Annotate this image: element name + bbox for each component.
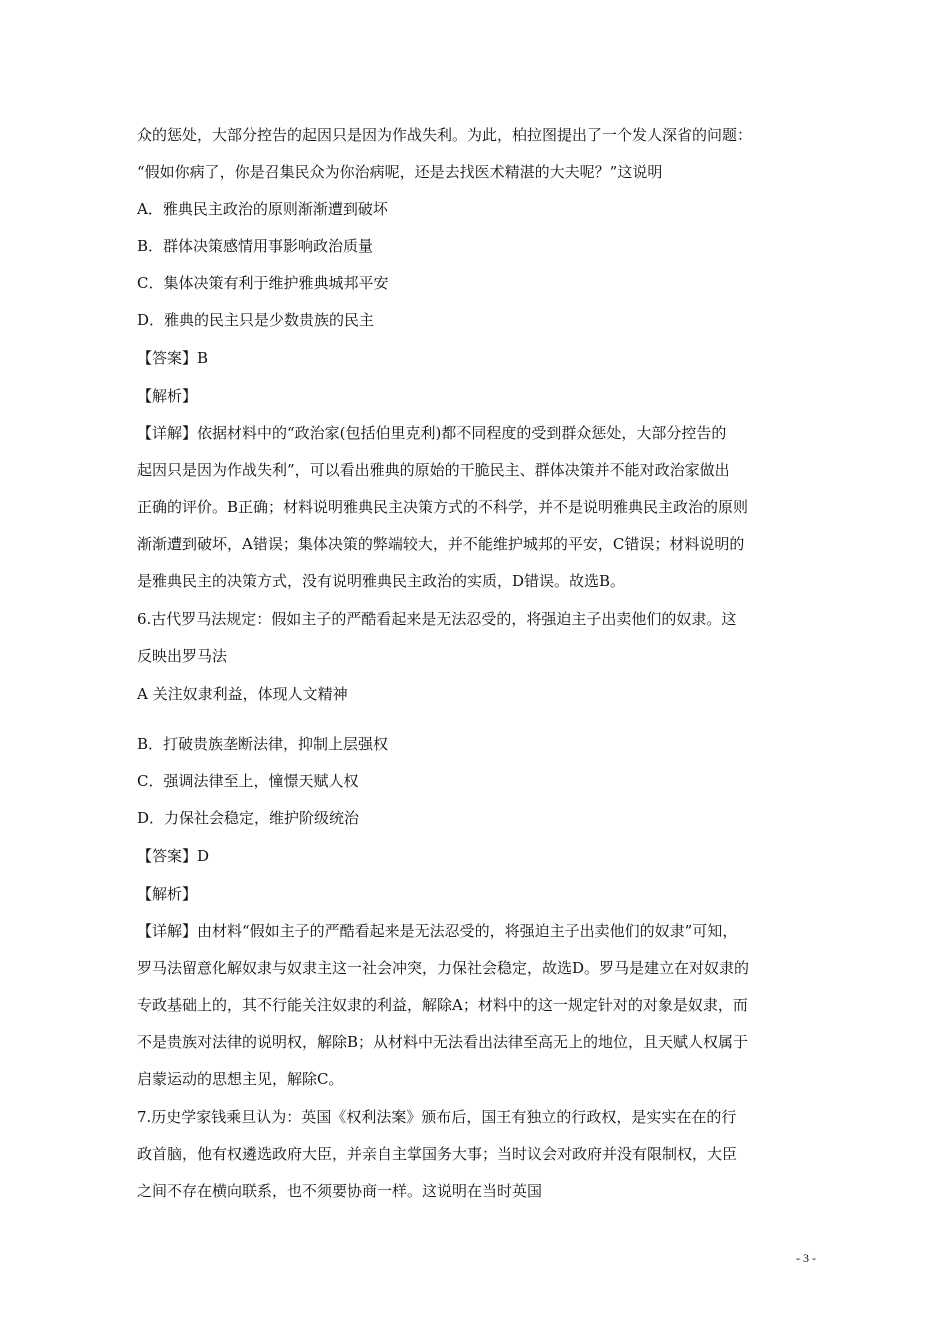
q5-stem-line: 众的惩处，大部分控告的起因只是因为作战失利。为此，柏拉图提出了一个发人深省的问题： [137, 126, 753, 144]
q6-stem-line: 6.古代罗马法规定：假如主子的严酷看起来是无法忍受的，将强迫主子出卖他们的奴隶。这 [137, 610, 737, 628]
q5-detail-line: 是雅典民主的决策方式，没有说明雅典民主政治的实质，D错误。故选B。 [137, 572, 626, 590]
q5-detail-line: 【详解】依据材料中的“政治家(包括伯里克利)都不同程度的受到群众惩处，大部分控告的 [137, 424, 727, 442]
q5-detail-line: 起因只是因为作战失利”，可以看出雅典的原始的干脆民主、群体决策并不能对政治家做出 [137, 461, 730, 479]
q6-detail-line: 专政基础上的，其不行能关注奴隶的利益，解除A；材料中的这一规定针对的对象是奴隶，而 [137, 996, 748, 1014]
q5-option-d: D．雅典的民主只是少数贵族的民主 [137, 311, 375, 329]
q6-detail-line: 启蒙运动的思想主见，解除C。 [137, 1070, 344, 1088]
q7-stem-line: 之间不存在横向联系，也不须要协商一样。这说明在当时英国 [137, 1182, 543, 1200]
q6-detail-line: 不是贵族对法律的说明权，解除B；从材料中无法看出法律至高无上的地位，且天赋人权属于 [137, 1033, 749, 1051]
q5-option-b: B．群体决策感情用事影响政治质量 [137, 237, 374, 255]
q5-answer: 【答案】B [137, 349, 209, 367]
q6-option-d: D．力保社会稳定，维护阶级统治 [137, 809, 360, 827]
q6-stem-line: 反映出罗马法 [137, 647, 228, 665]
q5-stem-line: “假如你病了，你是召集民众为你治病呢，还是去找医术精湛的大夫呢？”这说明 [137, 163, 663, 181]
q6-answer: 【答案】D [137, 847, 210, 865]
q5-analysis-label: 【解析】 [137, 387, 198, 405]
q5-detail-line: 渐渐遭到破坏，A错误；集体决策的弊端较大，并不能维护城邦的平安，C错误；材料说明的 [137, 535, 745, 553]
q5-option-c: C．集体决策有利于维护雅典城邦平安 [137, 274, 389, 292]
q7-stem-line: 7.历史学家钱乘旦认为：英国《权利法案》颁布后，国王有独立的行政权，是实实在在的行 [137, 1108, 737, 1126]
q5-detail-line: 正确的评价。B正确；材料说明雅典民主决策方式的不科学，并不是说明雅典民主政治的原则 [137, 498, 749, 516]
q6-detail-line: 罗马法留意化解奴隶与奴隶主这一社会冲突，力保社会稳定，故选D。罗马是建立在对奴隶的 [137, 959, 750, 977]
q6-option-b: B．打破贵族垄断法律，抑制上层强权 [137, 735, 389, 753]
q5-option-a: A．雅典民主政治的原则渐渐遭到破坏 [137, 200, 388, 218]
q6-option-c: C．强调法律至上，憧憬天赋人权 [137, 772, 359, 790]
q6-detail-line: 【详解】由材料“假如主子的严酷看起来是无法忍受的，将强迫主子出卖他们的奴隶”可知， [137, 922, 738, 940]
page-number: - 3 - [796, 1251, 816, 1265]
q6-option-a: A 关注奴隶利益，体现人文精神 [137, 685, 348, 703]
q6-analysis-label: 【解析】 [137, 885, 198, 903]
q7-stem-line: 政首脑，他有权遴选政府大臣，并亲自主掌国务大事；当时议会对政府并没有限制权，大臣 [137, 1145, 738, 1163]
